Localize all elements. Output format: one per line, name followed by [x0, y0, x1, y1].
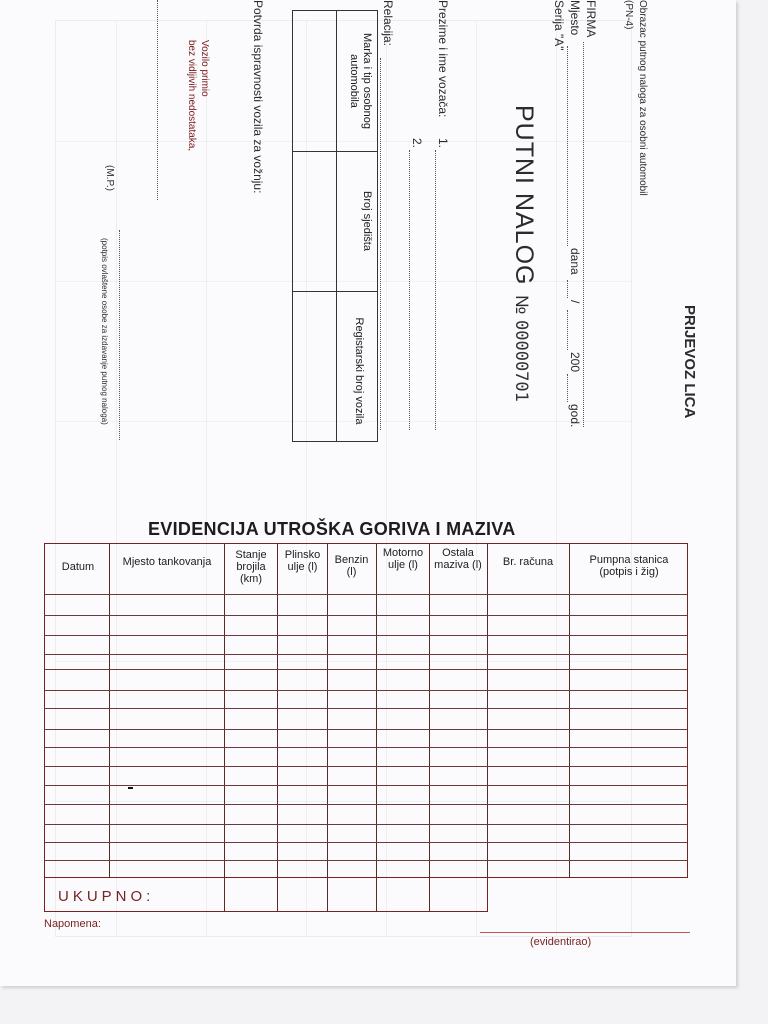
evidencija-title: EVIDENCIJA UTROŠKA GORIVA I MAZIVA [148, 519, 516, 539]
header-mjesto-tankovanja: Mjesto tankovanja [122, 556, 212, 568]
driver-1-number: 1. [436, 138, 450, 149]
god-label: god. [568, 404, 582, 428]
issuer-signature-field[interactable] [119, 230, 120, 440]
mjesto-field[interactable] [567, 46, 568, 246]
mp-label: (M.P.) [104, 165, 115, 191]
month-field[interactable] [567, 310, 568, 350]
firma-field[interactable] [583, 42, 584, 427]
driver-1-field[interactable] [435, 150, 436, 430]
document-number: 00000701 [511, 320, 531, 402]
year-prefix: 200 [568, 352, 582, 373]
day-field[interactable] [567, 280, 568, 298]
vehicle-header-registration: Registarski broj vozila [353, 317, 365, 425]
fuel-log-table [44, 543, 688, 878]
driver-2-number: 2. [410, 138, 424, 149]
potvrda-label: Potvrda ispravnosti vozila za vožnju: [251, 0, 265, 194]
vehicle-table [292, 10, 378, 442]
pen-mark [128, 787, 133, 789]
napomena-label: Napomena: [44, 918, 101, 930]
header-ostala-maziva: Ostala maziva (l) [434, 547, 482, 571]
vehicle-header-make: Marka i tip osobnog automobila [348, 33, 373, 129]
year-field[interactable] [567, 374, 568, 402]
date-separator: / [568, 300, 582, 304]
relacija-field[interactable] [380, 58, 381, 430]
document-title: PUTNI NALOG [510, 105, 538, 286]
driver-2-field[interactable] [409, 150, 410, 430]
header-plinsko-ulje: Plinsko ulje (l) [284, 549, 321, 573]
number-symbol: № [512, 295, 532, 315]
header-pumpna-stanica: Pumpna stanica (potpis i žig) [589, 554, 669, 578]
dana-label: dana [568, 248, 582, 275]
ukupno-label: UKUPNO: [58, 888, 155, 905]
header-broj-racuna: Br. računa [502, 556, 554, 568]
evidentirao-signature-line[interactable] [480, 932, 690, 933]
serija-label: Serija "A" [552, 0, 566, 51]
header-stanje-brojila: Stanje brojila (km) [235, 549, 267, 585]
driver-label: Prezime i ime vozača: [436, 0, 450, 118]
form-code-line2: (PN-4) [623, 0, 634, 30]
vozilo-primio-signature[interactable] [157, 0, 158, 200]
vehicle-header-seats: Broj sjedišta [361, 191, 373, 251]
bez-nedostataka: bez vidljivih nedostataka, [186, 40, 197, 152]
form-code-line1: Obrazac putnog naloga za osobni automobil [637, 0, 648, 196]
transport-type: PRIJEVOZ LICA [681, 305, 698, 419]
potpis-label: (potpis ovlaštene osobe za izdavanje putnog naloga) [100, 238, 109, 425]
header-motorno-ulje: Motorno ulje (l) [382, 547, 424, 571]
mjesto-label: Mjesto [568, 0, 582, 36]
header-benzin: Benzin (l) [334, 554, 369, 578]
putni-nalog-section [100, 0, 698, 520]
relacija-label: Relacija: [381, 0, 395, 47]
evidentirao-label: (evidentirao) [530, 936, 592, 948]
vozilo-primio: Vozilo primio [199, 40, 210, 97]
firma-label: FIRMA [584, 0, 598, 38]
header-datum: Datum [61, 561, 95, 573]
